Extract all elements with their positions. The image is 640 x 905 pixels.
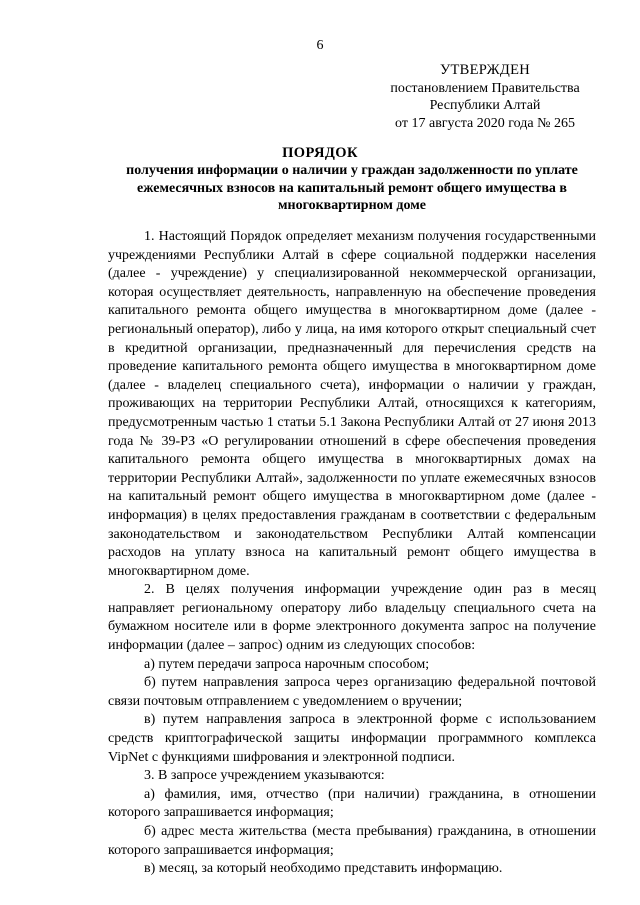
paragraph: 2. В целях получения информации учреждение один раз в месяц направляет региональному оператору либо владельцу специального счета на бумажном носителе или в форме электронного документа запрос на получение информации (далее – запрос) одним из следующих способов: [108, 582, 596, 654]
approval-line: от 17 августа 2020 года № 265 [395, 115, 575, 131]
paragraph: а) фамилия, имя, отчество (при наличии) гражданина, в отношении которого запрашивается информация; [108, 786, 596, 821]
paragraph: в) путем направления запроса в электронной форме с использованием средств криптографической защиты информации программного комплекса VipNet с функциями шифрования и электронной подписи. [108, 712, 596, 765]
paragraph: 1. Настоящий Порядок определяет механизм получения государственными учреждениями Республики Алтай в сфере социальной поддержки населения (далее - учреждение) у специализированной некоммерческой организации, которая осуществляет деятельность, направленную на обеспечение проведения капитального ремонта общего имущества в многоквартирном доме (далее - региональный оператор), либо у лица, на имя которого открыт специальный счет в кредитной организации, предназначенный для перечисления средств на проведение капитального ремонта общего имущества в многоквартирном доме (далее - владелец специального счета), информации о наличии у граждан, проживающих на территории Республики Алтай, относящихся к категориям, предусмотренным частью 1 статьи 5.1 Закона Республики Алтай от 27 июня 2013 года № 39-РЗ «О регулировании отношений в сфере обеспечения проведения капитального ремонта общего имущества в многоквартирных домах на территории Республики Алтай», задолженности по уплате ежемесячных взносов на капитальный ремонт общего имущества в многоквартирном доме (далее - информация) в целях предоставления гражданам в соответствии с федеральным законодательством и законодательством Республики Алтай компенсации расходов на уплату взноса на капитальный ремонт общего имущества в многоквартирном доме. [108, 229, 596, 579]
paragraph: б) путем направления запроса через организацию федеральной почтовой связи почтовым отправлением с уведомлением о вручении; [108, 675, 596, 709]
document-body [108, 228, 596, 879]
approval-line: Республики Алтай [429, 98, 541, 114]
document-title: ПОРЯДОК [282, 145, 358, 161]
page-number: 6 [316, 38, 324, 53]
paragraph: б) адрес места жительства (места пребывания) гражданина, в отношении которого запрашивается информация; [108, 824, 596, 858]
paragraph: а) путем передачи запроса нарочным способом; [144, 656, 430, 672]
document-subtitle: получения информации о наличии у граждан задолженности по уплате ежемесячных взносов на капитальный ремонт общего имущества в многоквартирном доме [126, 163, 578, 213]
approval-block [360, 62, 610, 132]
approval-line: постановлением Правительства [390, 80, 580, 96]
paragraph: в) месяц, за который необходимо представить информацию. [144, 861, 503, 877]
paragraph: 3. В запросе учреждением указываются: [144, 768, 385, 784]
approval-heading: УТВЕРЖДЕН [439, 62, 531, 78]
